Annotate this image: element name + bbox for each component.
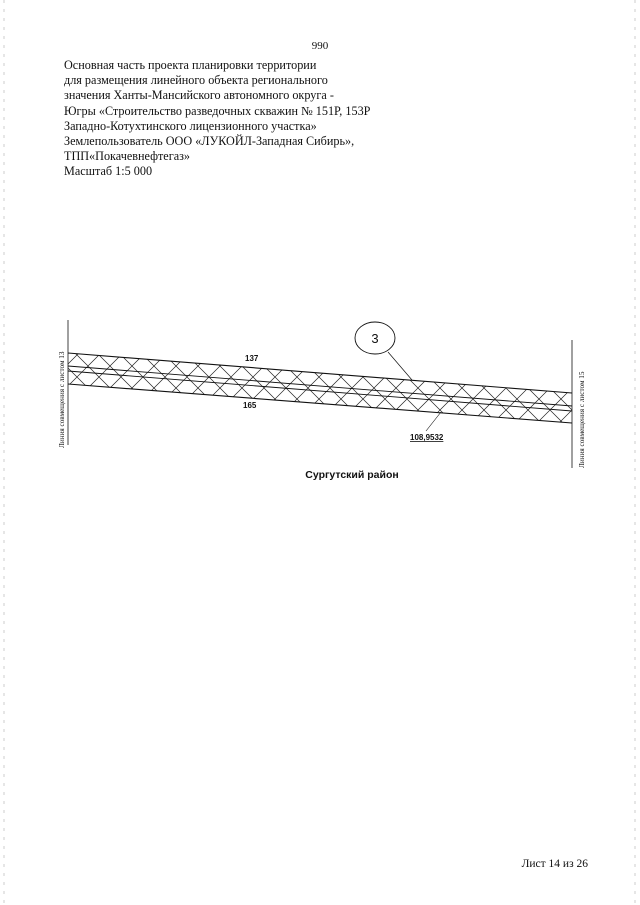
scale-line: Масштаб 1:5 000 [64, 164, 153, 179]
title-line: Основная часть проекта планировки территории [64, 58, 317, 72]
callout-number: 3 [371, 331, 379, 346]
page-number: 990 [311, 40, 329, 52]
callout-3 [355, 322, 412, 380]
corridor-hatch [60, 340, 580, 440]
land-user-line: Землепользователь ООО «ЛУКОЙЛ-Западная Сибирь», [64, 134, 355, 149]
title-line: Западно-Котухтинского лицензионного участка» [64, 118, 317, 133]
district-label: Сургутский район [305, 469, 399, 481]
title-line: значения Ханты-Мансийского автономного округа - [64, 88, 334, 103]
site-plan-drawing [0, 300, 640, 500]
point-label-137: 137 [245, 354, 259, 363]
area-label: 108,9532 [410, 433, 444, 442]
title-line: Югры «Строительство разведочных скважин № 151Р, 153Р [64, 103, 371, 118]
title-block [64, 58, 424, 180]
right-match-line-label: Линия совмещения с листом 15 [578, 371, 586, 468]
area-label-leader [426, 412, 441, 431]
callout-leader [388, 352, 412, 380]
title-line: для размещения линейного объекта регионального [64, 73, 328, 88]
left-match-line-label: Линия совмещения с листом 13 [58, 351, 66, 448]
sheet-number: Лист 14 из 26 [521, 858, 588, 870]
point-label-165: 165 [243, 401, 257, 410]
land-user-line: ТПП«Покачевнефтегаз» [64, 149, 191, 164]
